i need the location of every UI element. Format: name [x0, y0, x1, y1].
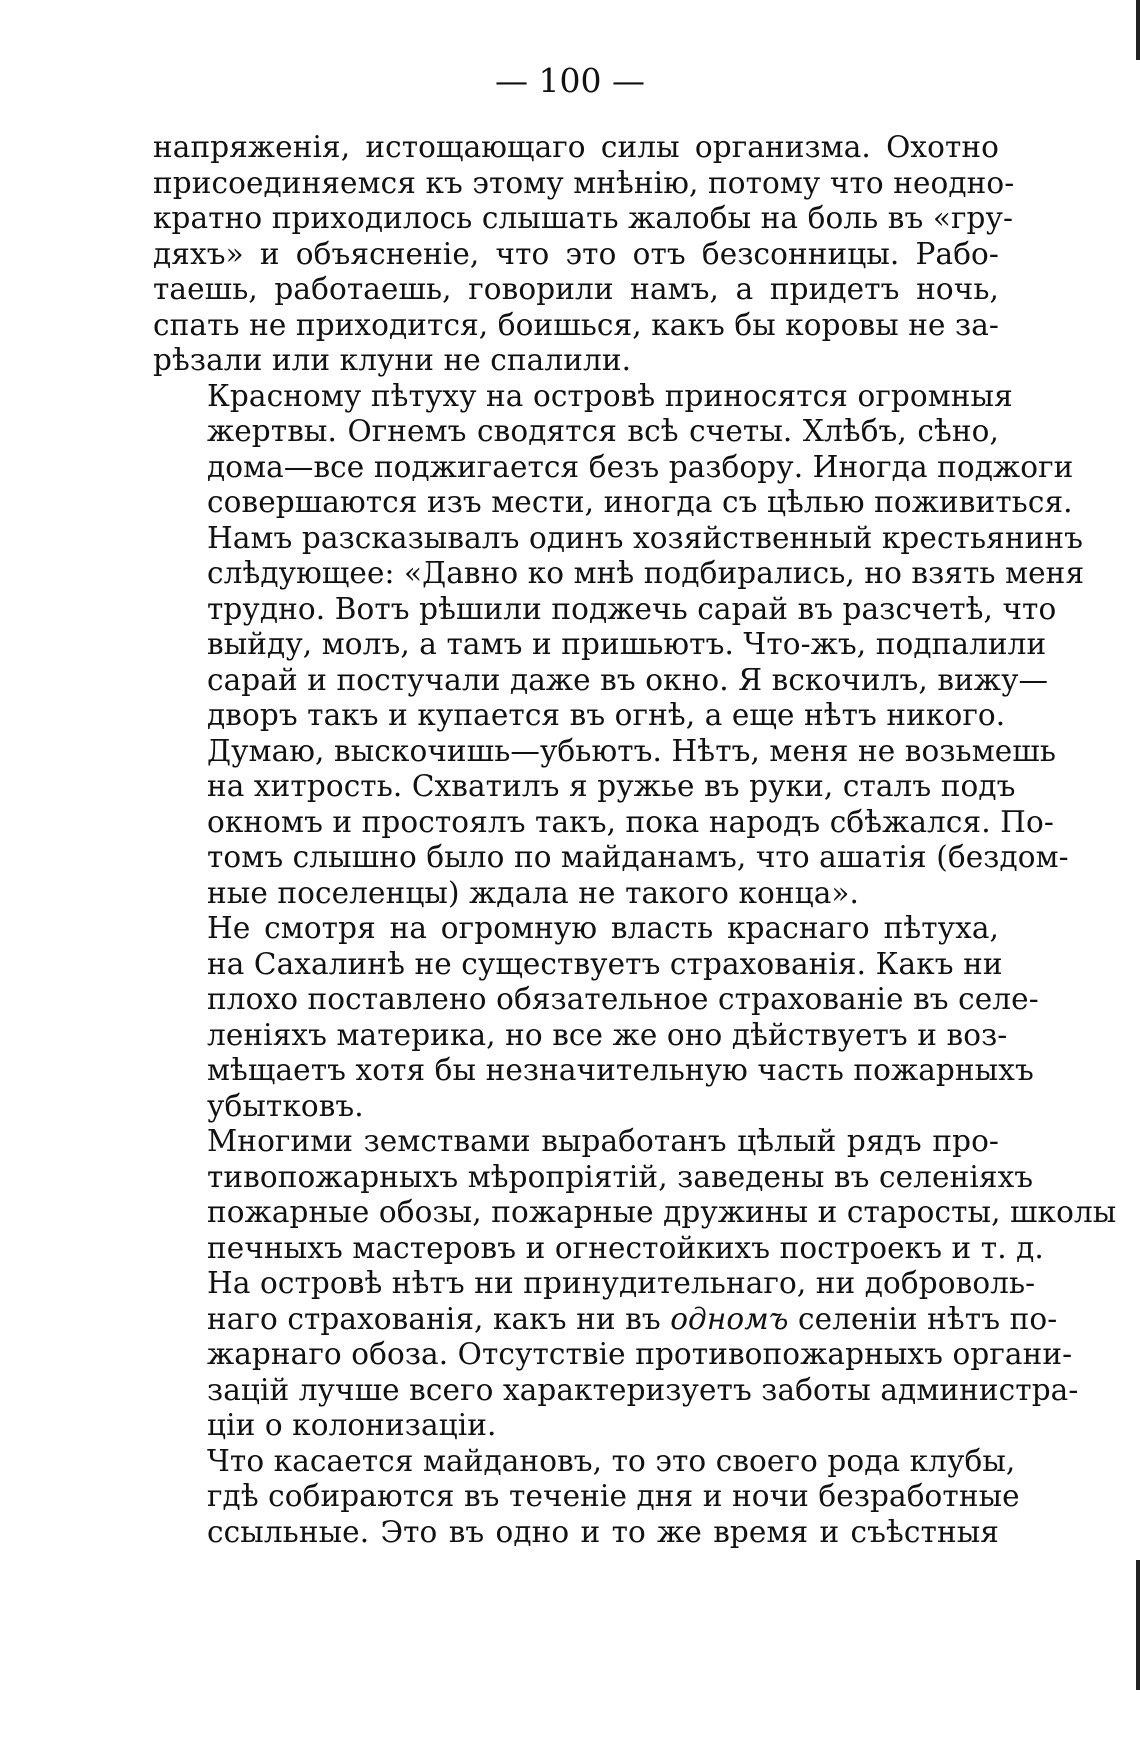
text-line: сарай и постучали даже въ окно. Я вскочилъ, вижу—	[207, 662, 1049, 697]
text-line: Что касается майдановъ, то это своего рода клубы,	[207, 1443, 1016, 1478]
text-line: печныхъ мастеровъ и огнестойкихъ построекъ и т. д.	[207, 1230, 1044, 1265]
text-line: Красному пѣтуху на островѣ приносятся огромныя	[207, 378, 1013, 413]
text-line: дома—все поджигается безъ разбору. Иногда поджоги	[207, 449, 1074, 484]
text-line: ціи о колонизаціи.	[207, 1408, 497, 1442]
text-line: ссыльные. Это въ одно и то же время и съѣстныя	[207, 1514, 999, 1549]
text-line: На островѣ нѣтъ ни принудительнаго, ни доброволь-	[207, 1266, 1036, 1300]
emphasis-word: одномъ	[670, 1301, 789, 1336]
scan-edge-mark	[1136, 0, 1140, 60]
text-line: трудно. Вотъ рѣшили поджечь сарай въ разсчетѣ, что	[207, 591, 1057, 626]
text-line: на Сахалинѣ не существуетъ страхованія. Какъ ни	[207, 946, 1003, 981]
text-line: выйду, молъ, а тамъ и пришьютъ. Что-жъ, подпалили	[207, 627, 1047, 661]
paragraph	[153, 1124, 1117, 1444]
paragraph	[153, 911, 1039, 1124]
text-line: жертвы. Огнемъ сводятся всѣ счеты. Хлѣбъ, сѣно,	[207, 414, 999, 448]
text-line: леніяхъ материка, но все же оно дѣйствуетъ и воз-	[207, 1017, 1008, 1052]
text-line: плохо поставлено обязательное страхованіе въ селе-	[207, 982, 1039, 1016]
text-line: мѣщаетъ хотя бы незначительную часть пожарныхъ	[207, 1053, 1034, 1087]
text-line: рѣзали или клуни не спалили.	[153, 343, 632, 377]
text-line: ные поселенцы) ждала не такого конца».	[207, 875, 860, 910]
text-line: слѣдующее: «Давно ко мнѣ подбирались, но взять меня	[207, 556, 1085, 590]
text-line: гдѣ собираются въ теченіе дня и ночи безработные	[207, 1479, 1020, 1513]
text-segment: наго страхованія, какъ ни въ	[207, 1301, 671, 1336]
paragraph	[153, 378, 1085, 912]
text-line: Намъ разсказывалъ одинъ хозяйственный крестьянинъ	[207, 520, 1084, 555]
text-line: тивопожарныхъ мѣропріятій, заведены въ селеніяхъ	[207, 1159, 1034, 1194]
text-line: зацій лучше всего характеризуетъ заботы администра-	[207, 1372, 1079, 1407]
scan-edge-mark	[1136, 1560, 1140, 1690]
text-line: пожарные обозы, пожарные дружины и старосты, школы	[207, 1195, 1117, 1229]
text-line: совершаются изъ мести, иногда съ цѣлью поживиться.	[207, 485, 1073, 519]
text-line	[153, 1301, 1058, 1338]
text-line: томъ слышно было по майданамъ, что ашатія (бездом-	[207, 840, 1069, 874]
text-line: жарнаго обоза. Отсутствіе противопожарныхъ органи-	[207, 1337, 1073, 1371]
paragraph	[153, 1443, 1020, 1551]
text-line: Не смотря на огромную власть краснаго пѣтуха,	[207, 911, 999, 945]
text-line: убытковъ.	[207, 1088, 364, 1123]
text-line: таешь, работаешь, говорили намъ, а придетъ ночь,	[153, 272, 999, 306]
text-line: напряженія, истощающаго силы организма. Охотно	[153, 130, 999, 164]
text-line: Многими земствами выработанъ цѣлый рядъ про-	[207, 1124, 999, 1158]
text-line: окномъ и простоялъ такъ, пока народъ сбѣжался. По-	[207, 804, 1054, 839]
text-block	[153, 130, 1117, 1550]
text-line: на хитрость. Схватилъ я ружье въ руки, сталъ подъ	[207, 769, 1016, 803]
text-segment: селеніи нѣтъ по-	[788, 1301, 1058, 1336]
text-line: дворъ такъ и купается въ огнѣ, а еще нѣтъ никого.	[207, 698, 1006, 732]
text-line: кратно приходилось слышать жалобы на боль въ «гру-	[153, 201, 1014, 235]
text-line: спать не приходится, боишься, какъ бы коровы не за-	[153, 307, 999, 342]
page-number: — 100 —	[495, 61, 645, 100]
text-line: дяхъ» и объясненіе, что это отъ безсонницы. Рабо-	[153, 236, 999, 271]
text-line: присоединяемся къ этому мнѣнію, потому что неодно-	[153, 165, 1015, 200]
text-line: Думаю, выскочишь—убьютъ. Нѣтъ, меня не возьмешь	[207, 733, 1056, 768]
paragraph	[153, 130, 1015, 379]
